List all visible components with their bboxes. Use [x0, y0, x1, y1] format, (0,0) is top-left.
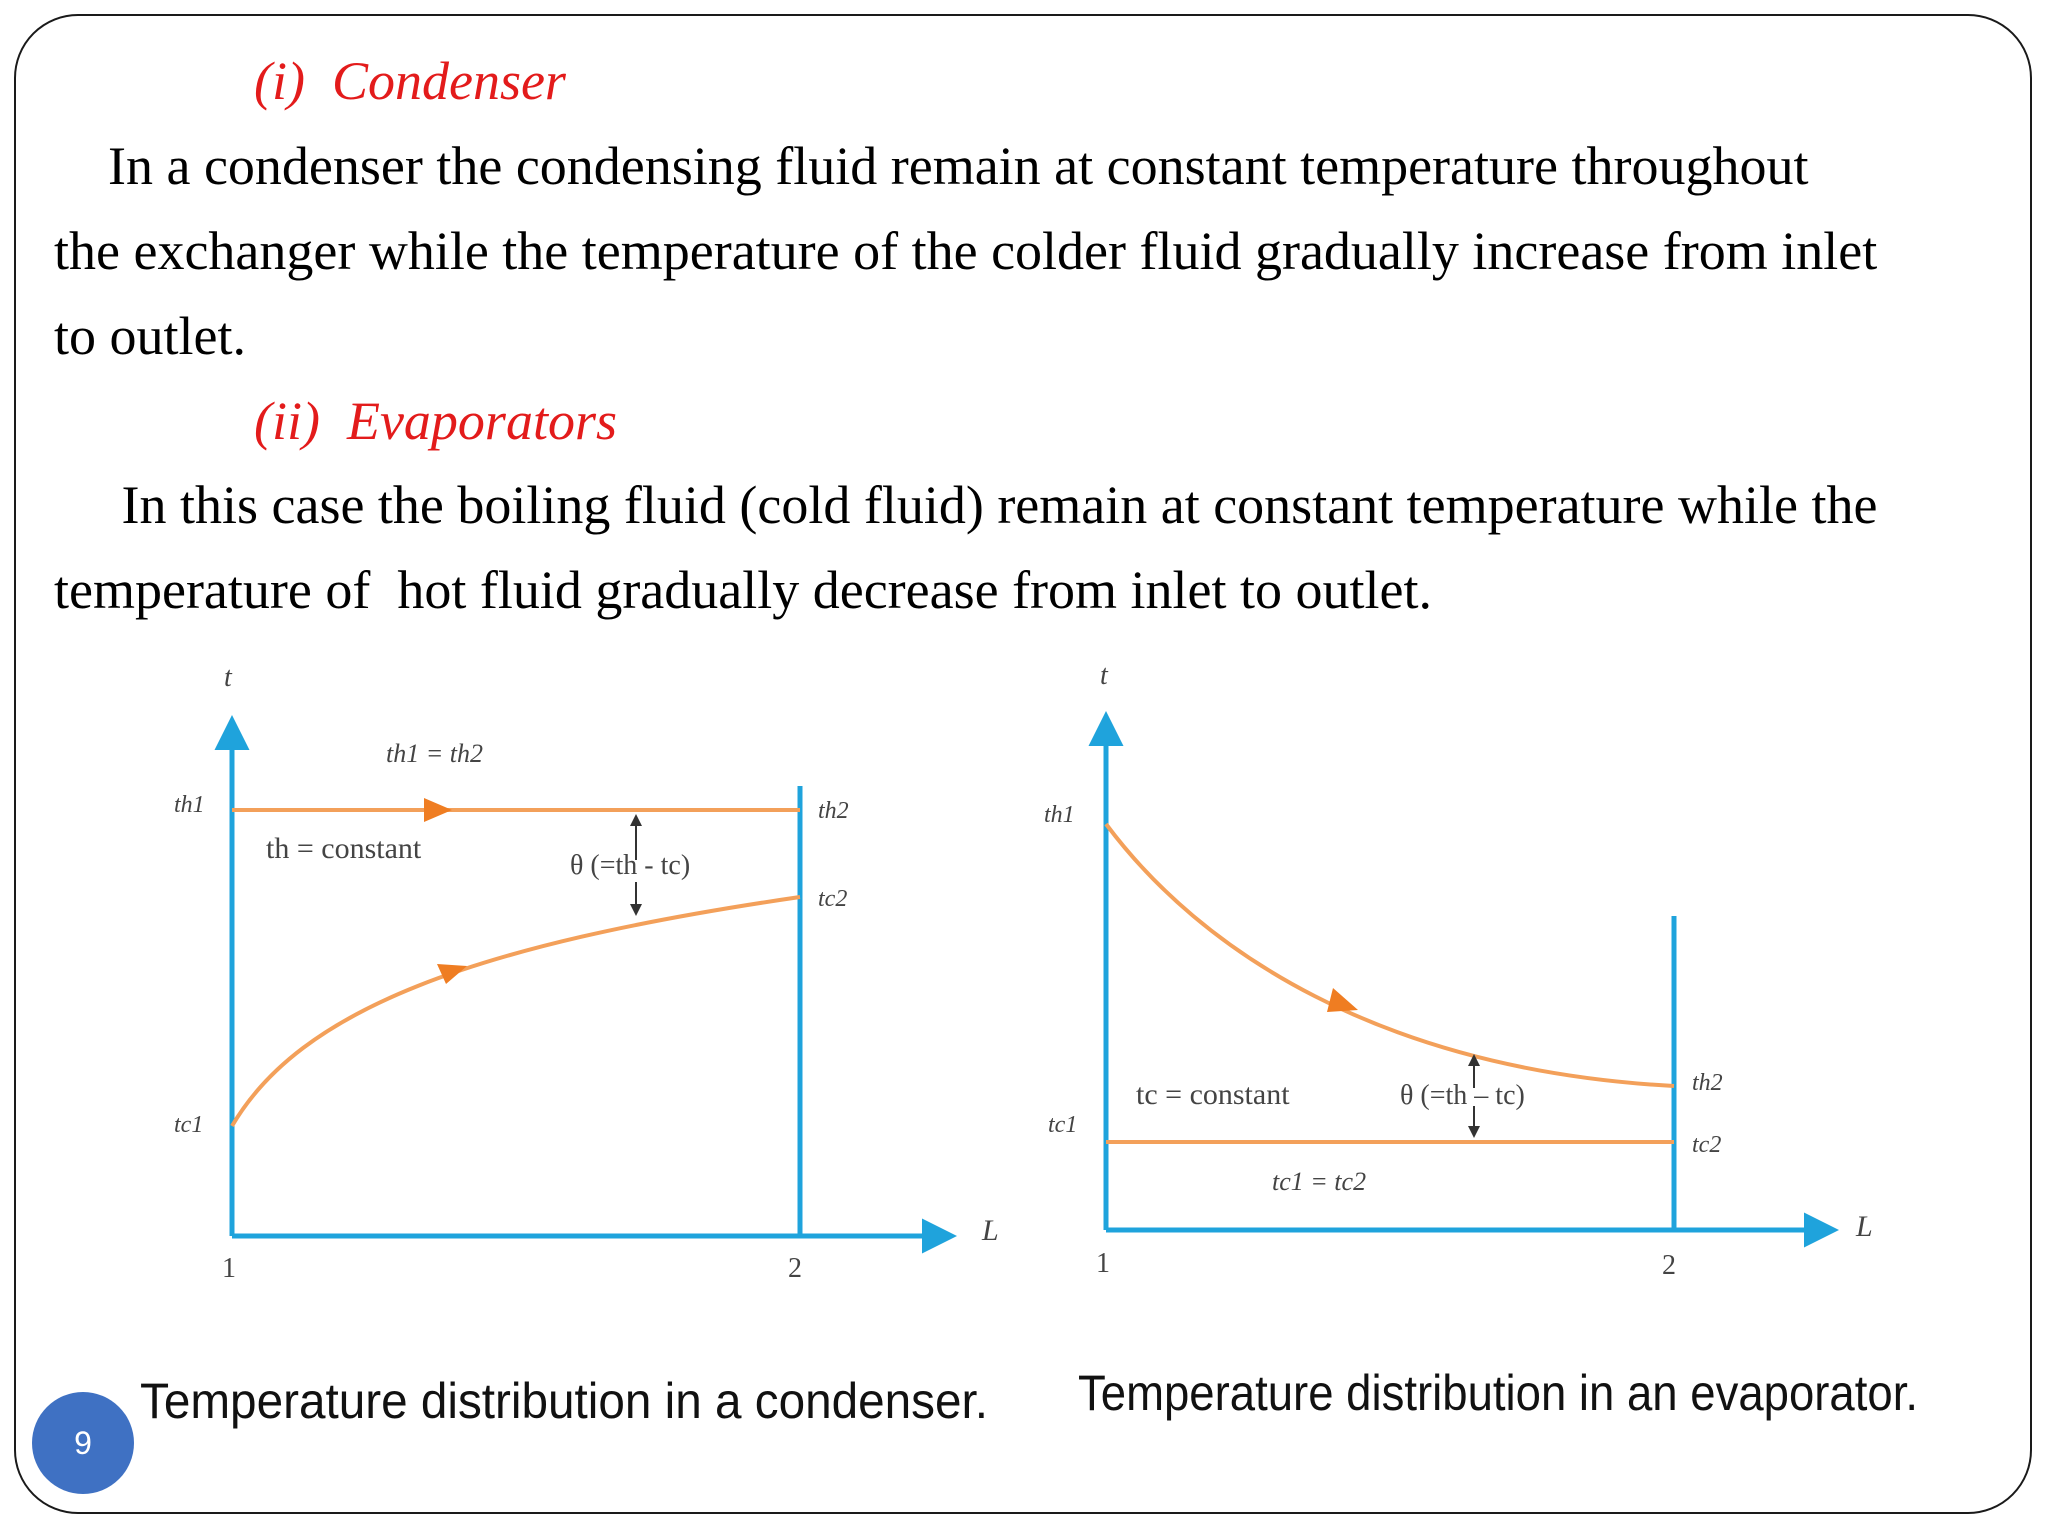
- evaporator-caption: Temperature distribution in an evaporator.: [1078, 1365, 1918, 1421]
- condenser-x-end: 2: [788, 1253, 802, 1284]
- condenser-theta-down-head: [630, 904, 642, 916]
- evaporator-diagram: [1044, 660, 1918, 1421]
- condenser-paragraph-line-3: to outlet.: [54, 306, 246, 366]
- evaporator-tc1-label: tc1: [1048, 1112, 1078, 1138]
- evaporator-y-axis-label: t: [1100, 660, 1108, 691]
- evaporator-hot-fluid-curve: [1106, 824, 1674, 1086]
- evaporator-heading: (ii) Evaporators: [254, 391, 617, 451]
- evaporator-th1-label: th1: [1044, 802, 1075, 828]
- condenser-y-axis-label: t: [224, 662, 232, 693]
- condenser-tc1-label: tc1: [174, 1112, 204, 1138]
- evaporator-theta-down-head: [1468, 1126, 1480, 1138]
- condenser-paragraph-line-1: In a condenser the condensing fluid remain at constant temperature throughout: [54, 136, 1809, 196]
- evaporator-x-end: 2: [1662, 1250, 1676, 1281]
- evaporator-paragraph-line-1: In this case the boiling fluid (cold fluid) remain at constant temperature while the: [54, 475, 1878, 535]
- condenser-paragraph-line-2: the exchanger while the temperature of the colder fluid gradually increase from inlet: [54, 221, 1878, 281]
- evaporator-tc2-label: tc2: [1692, 1132, 1722, 1158]
- condenser-cold-fluid-curve: [232, 897, 800, 1126]
- condenser-diagram: [140, 662, 999, 1429]
- condenser-caption: Temperature distribution in a condenser.: [140, 1373, 988, 1429]
- condenser-th1-label: th1: [174, 792, 205, 818]
- evaporator-constant-label: tc = constant: [1136, 1078, 1290, 1111]
- condenser-x-axis-label: L: [982, 1214, 999, 1247]
- condenser-cold-flow-arrow: [437, 964, 467, 984]
- condenser-tc2-label: tc2: [818, 886, 848, 912]
- condenser-theta-label: θ (=th - tc): [570, 850, 691, 881]
- evaporator-th2-label: th2: [1692, 1070, 1723, 1096]
- condenser-th2-label: th2: [818, 798, 849, 824]
- condenser-hot-flow-arrow: [424, 798, 452, 822]
- page-number-badge: 9: [32, 1392, 134, 1494]
- evaporator-hot-flow-arrow: [1327, 988, 1358, 1012]
- condenser-equal-label: th1 = th2: [386, 739, 483, 768]
- evaporator-theta-label: θ (=th – tc): [1400, 1080, 1525, 1111]
- condenser-x-start: 1: [222, 1253, 236, 1284]
- condenser-heading: (i) Condenser: [254, 51, 566, 111]
- evaporator-equal-label: tc1 = tc2: [1272, 1167, 1367, 1196]
- evaporator-paragraph-line-2: temperature of hot fluid gradually decrease from inlet to outlet.: [54, 560, 1433, 620]
- evaporator-x-start: 1: [1096, 1248, 1110, 1279]
- condenser-theta-up-head: [630, 814, 642, 826]
- condenser-constant-label: th = constant: [266, 832, 422, 865]
- evaporator-x-axis-label: L: [1856, 1210, 1873, 1243]
